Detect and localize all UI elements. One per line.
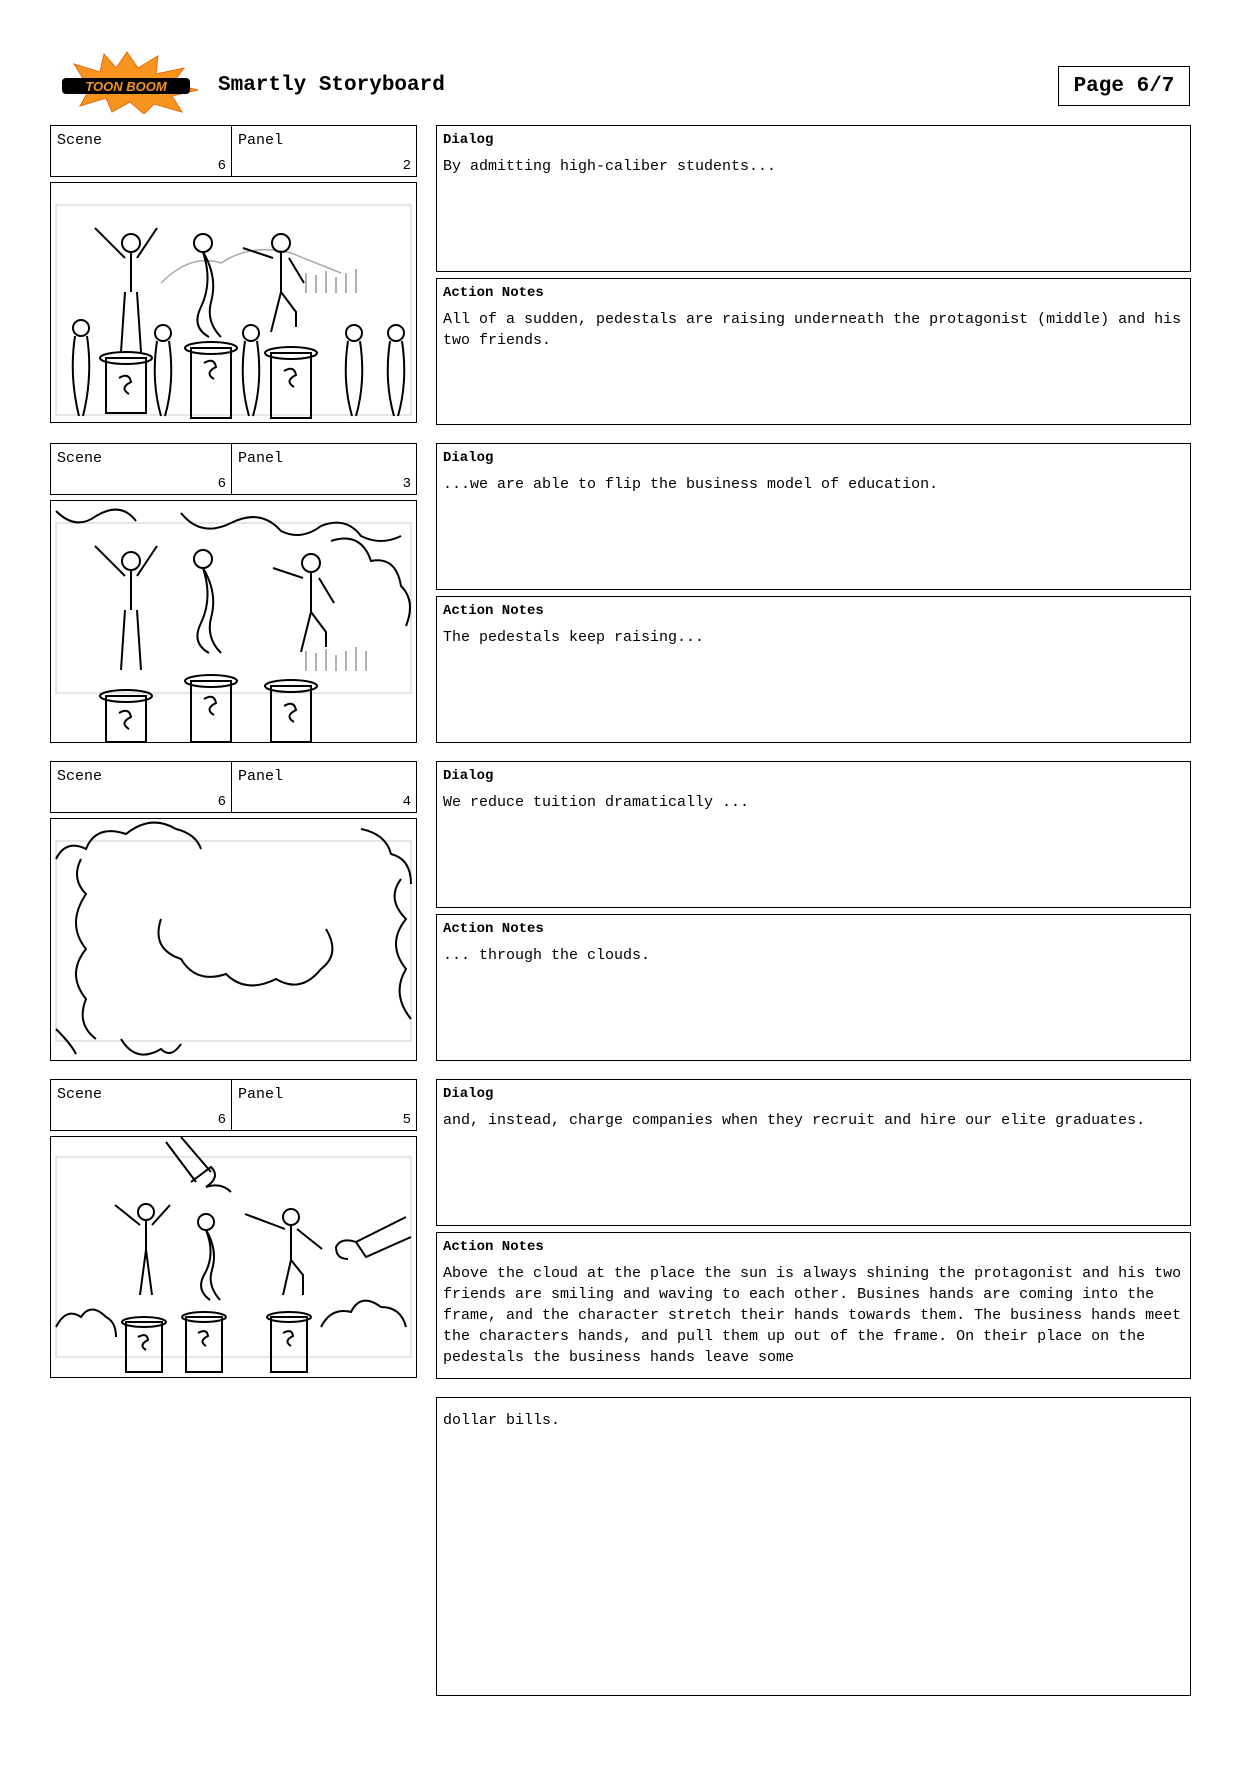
scene-cell — [50, 125, 232, 177]
dialog-text: ...we are able to flip the business model of education. — [443, 476, 939, 493]
panel-label: Panel — [238, 132, 284, 149]
panel-number: 5 — [402, 1112, 411, 1128]
action-notes-text: Above the cloud at the place the sun is always shining the protagonist and his two friends are smiling and waving to each other. Busines hands are coming into the frame, and the character stretch their hands towards them. The business hands meet the characters hands, and pull them up out of the frame. On their place on the pedestals the business hands leave some — [443, 1265, 1191, 1366]
action-notes-box — [436, 596, 1191, 743]
scene-label: Scene — [57, 450, 103, 467]
page-number: Page 6/7 — [1058, 66, 1190, 106]
storyboard-sketch — [50, 182, 417, 423]
panel-cell — [231, 1079, 417, 1131]
dialog-heading: Dialog — [443, 132, 494, 148]
panel-label: Panel — [238, 450, 284, 467]
dialog-heading: Dialog — [443, 1086, 494, 1102]
storyboard-sketch — [50, 818, 417, 1061]
scene-cell — [50, 761, 232, 813]
action-notes-heading: Action Notes — [443, 1239, 544, 1255]
action-notes-text: ... through the clouds. — [443, 947, 651, 964]
dialog-box — [436, 443, 1191, 590]
action-notes-box — [436, 914, 1191, 1061]
dialog-text: By admitting high-caliber students... — [443, 158, 777, 175]
action-notes-text: All of a sudden, pedestals are raising underneath the protagonist (middle) and his two friends. — [443, 311, 1191, 349]
scene-label: Scene — [57, 1086, 103, 1103]
scene-number: 6 — [217, 476, 226, 492]
dialog-box — [436, 125, 1191, 272]
panel-number: 3 — [402, 476, 411, 492]
scene-number: 6 — [217, 794, 226, 810]
toon-boom-logo — [54, 50, 200, 114]
panel-cell — [231, 761, 417, 813]
continuation-box — [436, 1397, 1191, 1696]
continuation-text: dollar bills. — [443, 1412, 561, 1429]
action-notes-box — [436, 278, 1191, 425]
dialog-box — [436, 761, 1191, 908]
scene-cell — [50, 1079, 232, 1131]
scene-label: Scene — [57, 132, 103, 149]
action-notes-text: The pedestals keep raising... — [443, 629, 705, 646]
storyboard-sketch — [50, 1136, 417, 1378]
panel-number: 2 — [402, 158, 411, 174]
dialog-text: We reduce tuition dramatically ... — [443, 794, 750, 811]
page-title: Smartly Storyboard — [218, 74, 445, 97]
action-notes-heading: Action Notes — [443, 285, 544, 301]
logo-text: TOON BOOM — [85, 79, 167, 94]
action-notes-box — [436, 1232, 1191, 1379]
panel-cell — [231, 125, 417, 177]
panel-label: Panel — [238, 768, 284, 785]
dialog-heading: Dialog — [443, 450, 494, 466]
action-notes-heading: Action Notes — [443, 921, 544, 937]
scene-label: Scene — [57, 768, 103, 785]
dialog-text: and, instead, charge companies when they recruit and hire our elite graduates. — [443, 1112, 1146, 1129]
panel-cell — [231, 443, 417, 495]
panel-label: Panel — [238, 1086, 284, 1103]
scene-cell — [50, 443, 232, 495]
panel-number: 4 — [402, 794, 411, 810]
dialog-heading: Dialog — [443, 768, 494, 784]
storyboard-sketch — [50, 500, 417, 743]
scene-number: 6 — [217, 158, 226, 174]
dialog-box — [436, 1079, 1191, 1226]
scene-number: 6 — [217, 1112, 226, 1128]
action-notes-heading: Action Notes — [443, 603, 544, 619]
